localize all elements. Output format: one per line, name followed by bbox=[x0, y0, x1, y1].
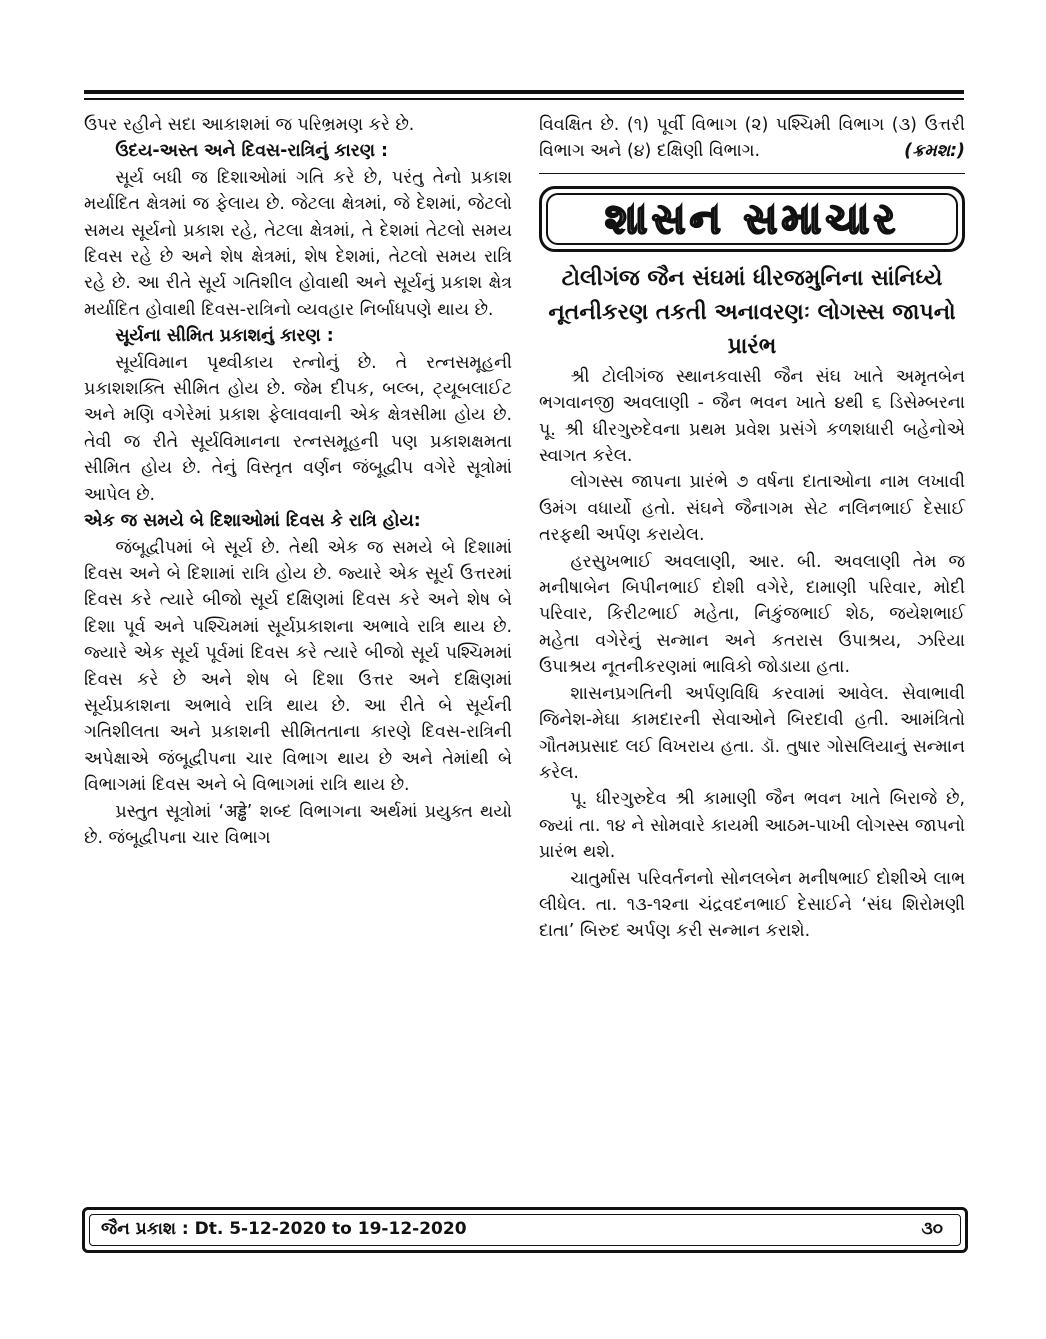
paragraph: ચાતુર્માસ પરિવર્તનનો સોનલબેન મનીષભાઈ દોશીએ લાભ લીધેલ. તા. ૧૩-૧૨ના ચંદ્રવદનભાઈ દેસાઈને ‘સંઘ શિરોમણી દાતા’ બિરુદ અર્પણ કરી સન્માન કરાશે. bbox=[539, 868, 965, 942]
paragraph: સૂર્ય બધી જ દિશાઓમાં ગતિ કરે છે, પરંતુ તેનો પ્રકાશ મર્યાદિત ક્ષેત્રમાં જ ફેલાય છે. જેટલા ક્ષેત્રમાં, જે દેશમાં, જેટલો સમય સૂર્યનો પ્રકાશ રહે, તેટલા ક્ષેત્રમાં, તે દેશમાં તેટલો સમય દિવસ રહે છે અને શેષ ક્ષેત્રમાં, શેષ દેશમાં, તેટલો સમય રાત્રિ રહે છે. આ રીતે સૂર્ય ગતિશીલ હોવાથી અને સૂર્યનું પ્રકાશ ક્ષેત્ર મર્યાદિત હોવાથી દિવસ-રાત્રિનો વ્યવહાર નિર્બાધપણે થાય છે. bbox=[84, 167, 512, 320]
section-banner bbox=[539, 186, 965, 252]
banner-title: શાસન સમાચાર bbox=[604, 193, 900, 243]
page-footer bbox=[82, 1207, 968, 1253]
left-column bbox=[84, 112, 512, 851]
paragraph: પૂ. ધીરગુરુદેવ શ્રી કામાણી જૈન ભવન ખાતે બિરાજે છે, જ્યાં તા. ૧૪ ને સોમવારે કાયમી આઠમ-પાખી લોગસ્સ જાપનો પ્રારંભ થશે. bbox=[539, 789, 965, 863]
publication-info: જૈન પ્રકાશ : Dt. 5-12-2020 to 19-12-2020 bbox=[101, 1219, 467, 1239]
paragraph: જંબૂદ્વીપમાં બે સૂર્ય છે. તેથી એક જ સમયે બે દિશામાં દિવસ અને બે દિશામાં રાત્રિ હોય છે. જ્યારે એક સૂર્ય ઉત્તરમાં દિવસ કરે ત્યારે બીજો સૂર્ય દક્ષિણમાં દિવસ કરે અને શેષ બે દિશા પૂર્વ અને પશ્ચિમમાં સૂર્યપ્રકાશના અભાવે રાત્રિ થાય છે. જ્યારે એક સૂર્ય પૂર્વમાં દિવસ કરે ત્યારે બીજો સૂર્ય પશ્ચિમમાં દિવસ કરે છે અને શેષ બે દિશા ઉત્તર અને દક્ષિણમાં સૂર્યપ્રકાશના અભાવે રાત્રિ થાય છે. આ રીતે બે સૂર્યની ગતિશીલતા અને પ્રકાશની સીમિતતાના કારણે દિવસ-રાત્રિની અપેક્ષાએ જંબૂદ્વીપના ચાર વિભાગ થાય છે અને તેમાંથી બે વિભાગમાં દિવસ અને બે વિભાગમાં રાત્રિ થાય છે. bbox=[84, 537, 512, 796]
paragraph: શાસનપ્રગતિની અર્પણવિધિ કરવામાં આવેલ. સેવાભાવી જિનેશ-મેઘા કામદારની સેવાઓને બિરદાવી હતી. આમંત્રિતો ગૌતમપ્રસાદ લઈ વિખરાય હતા. ડૉ. તુષાર ગોસલિયાનું સન્માન કરેલ. bbox=[539, 683, 965, 783]
section-heading: એક જ સમયે બે દિશાઓમાં દિવસ કે રાત્રિ હોય: bbox=[84, 511, 421, 532]
paragraph: ઉપર રહીને સદા આકાશમાં જ પરિભ્રમણ કરે છે. bbox=[84, 115, 415, 135]
right-column bbox=[539, 112, 965, 945]
section-heading: સૂર્યના સીમિત પ્રકાશનું કારણ : bbox=[115, 326, 334, 347]
paragraph: સૂર્યવિમાન પૃથ્વીકાય રત્નોનું છે. તે રત્નસમૂહની પ્રકાશશક્તિ સીમિત હોય છે. જેમ દીપક, બલ્બ, ટ્યૂબલાઈટ અને મણિ વગેરેમાં પ્રકાશ ફેલાવવાની એક ક્ષેત્રસીમા હોય છે. તેવી જ રીતે સૂર્યવિમાનના રત્નસમૂહની પણ પ્રકાશક્ષમતા સીમિત હોય છે. તેનું વિસ્તૃત વર્ણન જંબૂદ્વીપ વગેરે સૂત્રોમાં આપેલ છે. bbox=[84, 352, 512, 505]
paragraph: પ્રસ્તુત સૂત્રોમાં ‘अड्ढे’ શબ્દ વિભાગના અર્થમાં પ્રયુક્ત થયો છે. જંબૂદ્વીપના ચાર વિભાગ bbox=[84, 801, 512, 848]
paragraph: શ્રી ટોલીગંજ સ્થાનકવાસી જૈન સંઘ ખાતે અમૃતબેન ભગવાનજી અવલાણી - જૈન ભવન ખાતે ૪થી ૬ ડિસેમ્બરના પૂ. શ્રી ધીરગુરુદેવના પ્રથમ પ્રવેશ પ્રસંગે કળશધારી બહેનોએ સ્વાગત કરેલ. bbox=[539, 366, 965, 467]
section-heading: ઉદય-અસ્ત અને દિવસ-રાત્રિનું કારણ : bbox=[115, 141, 388, 162]
paragraph: લોગસ્સ જાપના પ્રારંભે ૭ વર્ષના દાતાઓના નામ લખાવી ઉમંગ વધાર્યો હતો. સંઘને જૈનાગમ સેટ નલિનભાઈ દેસાઈ તરફથી અર્પણ કરાયેલ. bbox=[539, 472, 965, 546]
paragraph-text: વિવક્ષિત છે. (૧) પૂર્વી વિભાગ (૨) પશ્ચિમી વિભાગ (૩) ઉત્તરી વિભાગ અને (૪) દક્ષિણી વિભાગ. bbox=[539, 115, 965, 162]
top-rule-thin bbox=[84, 98, 964, 100]
page-number: ૩૦ bbox=[921, 1219, 943, 1239]
news-headline: ટોલીગંજ જૈન સંઘમાં ધીરજમુનિના સાંનિધ્યે નૂતનીકરણ તકતી અનાવરણઃ લોગસ્સ જાપનો પ્રારંભ bbox=[548, 265, 956, 359]
top-rule bbox=[84, 90, 964, 94]
paragraph bbox=[539, 112, 965, 165]
section-divider bbox=[539, 173, 965, 174]
paragraph: હરસુખભાઈ અવલાણી, આર. બી. અવલાણી તેમ જ મનીષાબેન બિપીનભાઈ દોશી વગેરે, દામાણી પરિવાર, મોદી પરિવાર, કિરીટભાઈ મહેતા, નિકુંજભાઈ શેઠ, જયેશભાઈ મહેતા વગેરેનું સન્માન અને કતરાસ ઉપાશ્રય, ઝરિયા ઉપાશ્રય નૂતનીકરણમાં ભાવિકો જોડાયા હતા. bbox=[539, 551, 965, 678]
continued-label: (ક્રમશ:) bbox=[904, 141, 965, 162]
